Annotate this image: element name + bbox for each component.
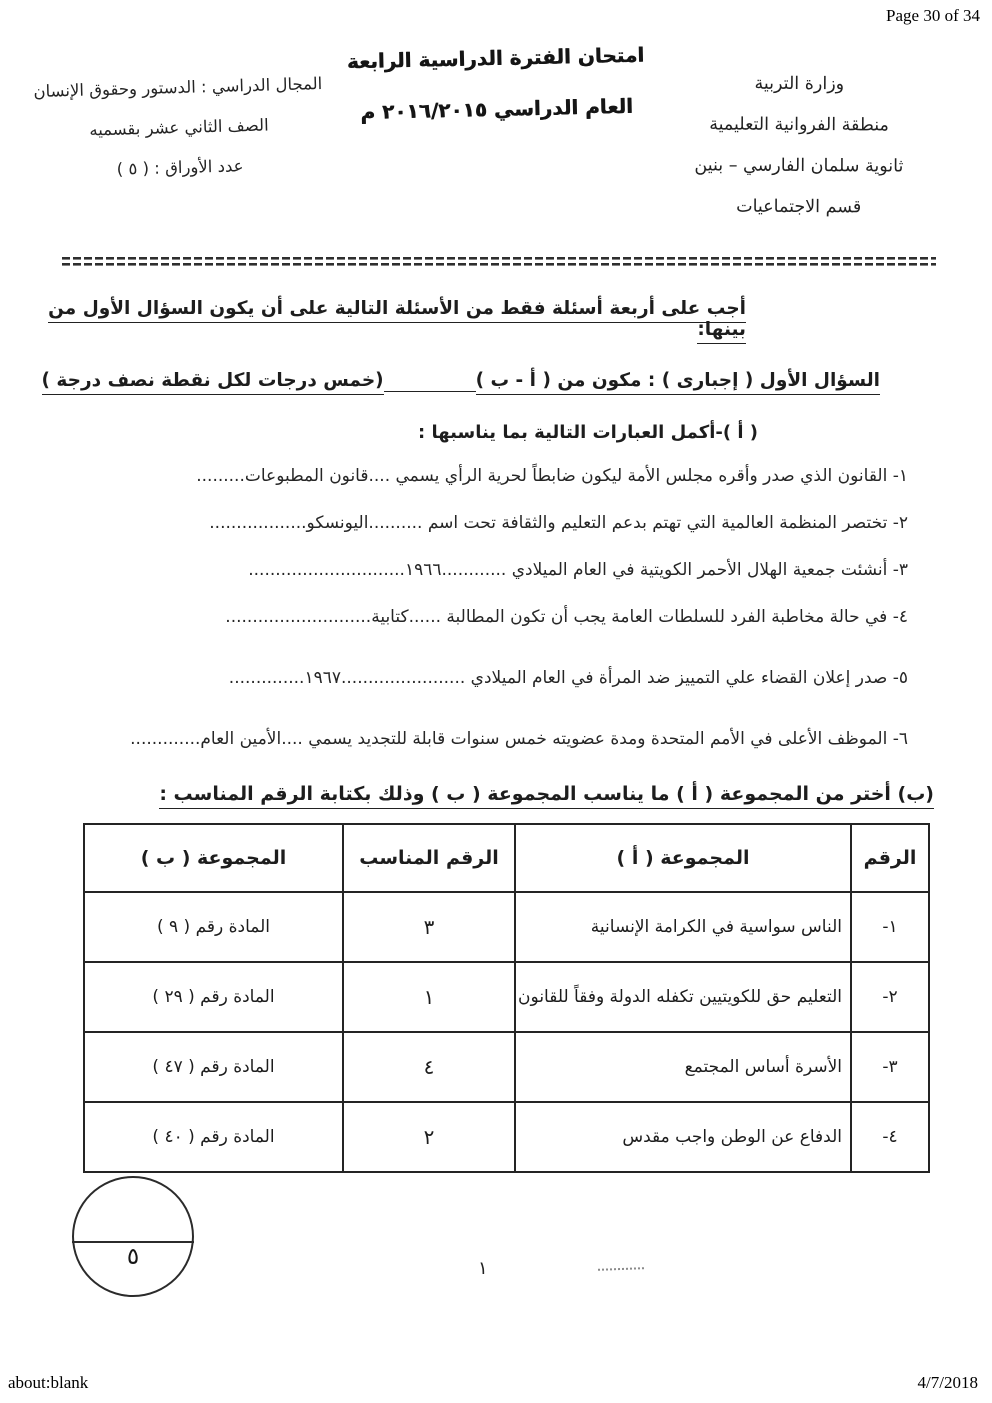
group-a-statement: الدفاع عن الوطن واجب مقدس (515, 1102, 851, 1172)
matched-number: ١ (343, 962, 515, 1032)
group-b-article: المادة رقم ( ٤٧ ) (84, 1032, 343, 1102)
fill-blank-item: ١- القانون الذي صدر وأقره مجلس الأمة ليكون ضابطاً لحرية الرأي يسمي ....قانون المطبوعات......... (196, 466, 908, 486)
row-number: ٣- (851, 1032, 929, 1102)
ministry-line: وزارة التربية (754, 73, 845, 95)
part-b-title (48, 783, 934, 805)
part-b-title-text: (ب) أختر من المجموعة ( أ ) ما يناسب المجموعة ( ب ) وذلك بكتابة الرقم المناسب : (159, 783, 934, 809)
fill-blank-item: ٤- في حالة مخاطبة الفرد للسلطات العامة يجب أن تكون المطالبة ......كتابية........................... (225, 606, 908, 627)
school-line: ثانوية سلمان الفارسي – بنين (694, 155, 904, 177)
exam-title: امتحان الفترة الدراسية الرابعة (346, 42, 645, 74)
pages-count-line: عدد الأوراق : ( ٥ ) (116, 156, 244, 179)
group-a-statement: الناس سواسية في الكرامة الإنسانية (515, 892, 851, 962)
fill-blank-item: ٣- أنشئت جمعية الهلال الأحمر الكويتية في العام الميلادي ............١٩٦٦............................. (248, 559, 908, 580)
grade-line: الصف الثاني عشر بقسميه (89, 115, 269, 140)
question1-heading (41, 370, 880, 392)
print-footer-url: about:blank (8, 1373, 89, 1392)
table-row (84, 892, 929, 962)
group-b-article: المادة رقم ( ٢٩ ) (84, 962, 343, 1032)
print-footer-date: 4/7/2018 (917, 1373, 978, 1392)
fill-blank-item: ٦- الموظف الأعلى في الأمم المتحدة ومدة عضويته خمس سنوات قابلة للتجديد يسمي ....الأمين العام............. (130, 728, 908, 749)
group-a-statement: التعليم حق للكويتيين تكفله الدولة وفقاً للقانون (515, 962, 851, 1032)
question1-marks-note: (خمس درجات لكل نقطة نصف درجة ) (42, 370, 384, 395)
header-match-number: الرقم المناسب (343, 824, 515, 892)
matched-number: ٣ (343, 892, 515, 962)
exam-title-block (339, 42, 653, 124)
group-b-article: المادة رقم ( ٤٠ ) (84, 1102, 343, 1172)
sheet-page-number: ١ (478, 1258, 488, 1279)
table-header-row (84, 824, 929, 892)
question1-title: السؤال الأول ( إجبارى ) : مكون من ( أ - ب ) (476, 370, 880, 395)
district-line: منطقة الفروانية التعليمية (709, 114, 890, 136)
group-b-article: المادة رقم ( ٩ ) (84, 892, 343, 962)
score-circle (72, 1176, 194, 1297)
answer-gap-underline (384, 374, 476, 393)
part-a-title: ( أ )-أكمل العبارات التالية بما يناسبها : (418, 422, 758, 443)
header-number: الرقم (851, 824, 929, 892)
exam-year: العام الدراسي ٢٠١٦/٢٠١٥ م (360, 93, 634, 125)
print-page-info: Page 30 of 34 (886, 6, 980, 25)
table-row (84, 962, 929, 1032)
fill-blank-item: ٢- تختصر المنظمة العالمية التي تهتم بدعم التعليم والثقافة تحت اسم ..........اليونسكو.................. (209, 512, 908, 533)
fill-blank-list (48, 465, 908, 751)
row-number: ١- (851, 892, 929, 962)
field-line: المجال الدراسي : الدستور وحقوق الإنسان (33, 73, 323, 102)
subject-header-block (16, 64, 341, 193)
header-group-b: المجموعة ( ب ) (84, 824, 343, 892)
matching-table (83, 823, 930, 1173)
fill-blank-item: ٥- صدر إعلان القضاء علي التمييز ضد المرأة في العام الميلادي .......................١٩٦٧.............. (228, 667, 908, 688)
school-header-block (656, 63, 943, 228)
row-number: ٤- (851, 1102, 929, 1172)
matched-number: ٤ (343, 1032, 515, 1102)
general-instruction (48, 298, 746, 340)
general-instruction-text: أجب على أربعة أسئلة فقط من الأسئلة التالية على أن يكون السؤال الأول من بينها: (48, 298, 746, 344)
department-line: قسم الاجتماعيات (736, 196, 862, 218)
group-a-statement: الأسرة أساس المجتمع (515, 1032, 851, 1102)
table-row (84, 1032, 929, 1102)
header-group-a: المجموعة ( أ ) (515, 824, 851, 892)
scan-artifact (598, 1267, 644, 1271)
score-value: ٥ (126, 1243, 140, 1270)
row-number: ٢- (851, 962, 929, 1032)
table-row (84, 1102, 929, 1172)
matched-number: ٢ (343, 1102, 515, 1172)
double-dashed-divider (62, 257, 936, 267)
exam-body (41, 298, 934, 1173)
